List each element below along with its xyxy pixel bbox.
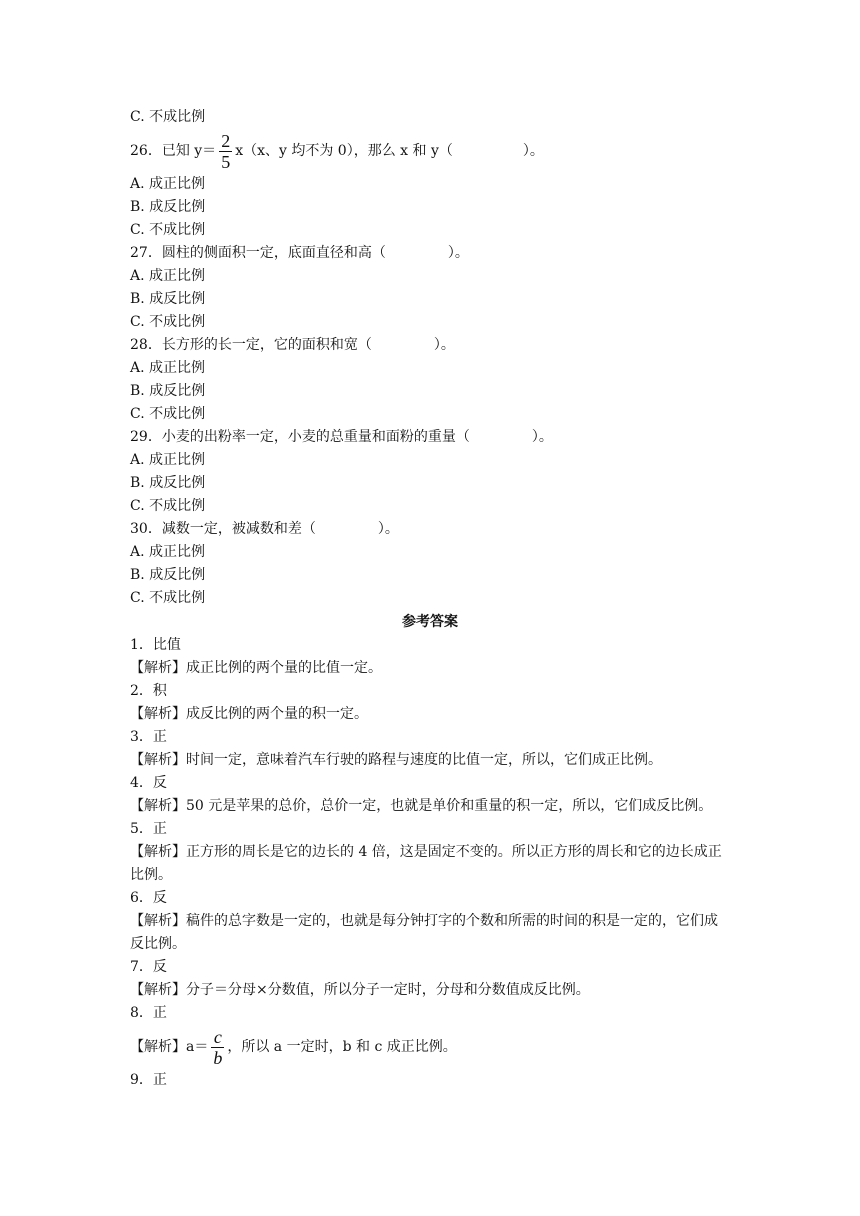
fraction-numerator: c: [213, 1026, 222, 1047]
q30-option-a: A. 成正比例: [130, 544, 206, 560]
q28-option-c: C. 不成比例: [130, 406, 206, 422]
q25-option-c: C. 不成比例: [130, 109, 206, 125]
answer-8: 8．正: [130, 1005, 167, 1021]
q27-option-c: C. 不成比例: [130, 314, 206, 330]
answer-2: 2．积: [130, 683, 167, 699]
question-28: [130, 334, 730, 357]
answer-4: 4．反: [130, 775, 167, 791]
q28-option-a: A. 成正比例: [130, 360, 206, 376]
q26-text-start: 26．已知 y＝: [130, 143, 217, 159]
q30-option-c: C. 不成比例: [130, 590, 206, 606]
q27-text: 27．圆柱的侧面积一定，底面直径和高（: [130, 245, 386, 261]
question-29: [130, 426, 730, 449]
explanation-5: 【解析】正方形的周长是它的边长的 4 倍，这是固定不变的。所以正方形的周长和它的边长成正比例。: [130, 844, 722, 883]
fraction-denominator: 5: [221, 151, 231, 172]
explanation-4: 【解析】50 元是苹果的总价，总价一定，也就是单价和重量的积一定，所以，它们成反比例。: [130, 798, 713, 814]
q27-option-a: A. 成正比例: [130, 268, 206, 284]
q29-option-c: C. 不成比例: [130, 498, 206, 514]
q30-text: 30．减数一定，被减数和差（: [130, 521, 316, 537]
explanation-7: 【解析】分子＝分母×分数值，所以分子一定时，分母和分数值成反比例。: [130, 982, 590, 998]
answer-5: 5．正: [130, 821, 167, 837]
q30-text-end: ）。: [377, 521, 399, 537]
answer-9: 9．正: [130, 1072, 167, 1088]
question-26: [130, 129, 730, 173]
q26-option-c: C. 不成比例: [130, 222, 206, 238]
answer-6: 6．反: [130, 890, 167, 906]
q29-text-end: ）。: [531, 429, 553, 445]
q26-text-end: ）。: [522, 143, 544, 159]
question-27: [130, 242, 730, 265]
q28-option-b: B. 成反比例: [130, 383, 206, 399]
explanation-8: [130, 1025, 730, 1069]
fraction-denominator: b: [213, 1047, 223, 1068]
document-content: [130, 106, 730, 1092]
q29-option-a: A. 成正比例: [130, 452, 206, 468]
answer-1: 1．比值: [130, 637, 181, 653]
answer-7: 7．反: [130, 959, 167, 975]
q26-option-b: B. 成反比例: [130, 199, 206, 215]
e8-text-start: 【解析】a＝: [130, 1039, 209, 1055]
q30-option-b: B. 成反比例: [130, 567, 206, 583]
answer-3: 3．正: [130, 729, 167, 745]
q28-text: 28．长方形的长一定，它的面积和宽（: [130, 337, 372, 353]
answers-heading: 参考答案: [402, 614, 458, 630]
explanation-1: 【解析】成正比例的两个量的比值一定。: [130, 660, 382, 676]
e8-text-end: ，所以 a 一定时，b 和 c 成正比例。: [227, 1039, 457, 1055]
q29-text: 29．小麦的出粉率一定，小麦的总重量和面粉的重量（: [130, 429, 470, 445]
q26-option-a: A. 成正比例: [130, 176, 206, 192]
question-30: [130, 518, 730, 541]
q27-text-end: ）。: [447, 245, 469, 261]
explanation-2: 【解析】成反比例的两个量的积一定。: [130, 706, 368, 722]
fraction-numerator: 2: [221, 130, 231, 151]
fraction-c-b: [211, 1028, 224, 1067]
q29-option-b: B. 成反比例: [130, 475, 206, 491]
explanation-6: 【解析】稿件的总字数是一定的，也就是每分钟打字的个数和所需的时间的积是一定的，它们成反比例。: [130, 913, 718, 952]
q27-option-b: B. 成反比例: [130, 291, 206, 307]
q26-text-mid: x（x、y 均不为 0），那么 x 和 y（: [235, 143, 453, 159]
explanation-3: 【解析】时间一定，意味着汽车行驶的路程与速度的比值一定，所以，它们成正比例。: [130, 752, 662, 768]
q28-text-end: ）。: [433, 337, 455, 353]
fraction-2-5: [219, 132, 232, 171]
